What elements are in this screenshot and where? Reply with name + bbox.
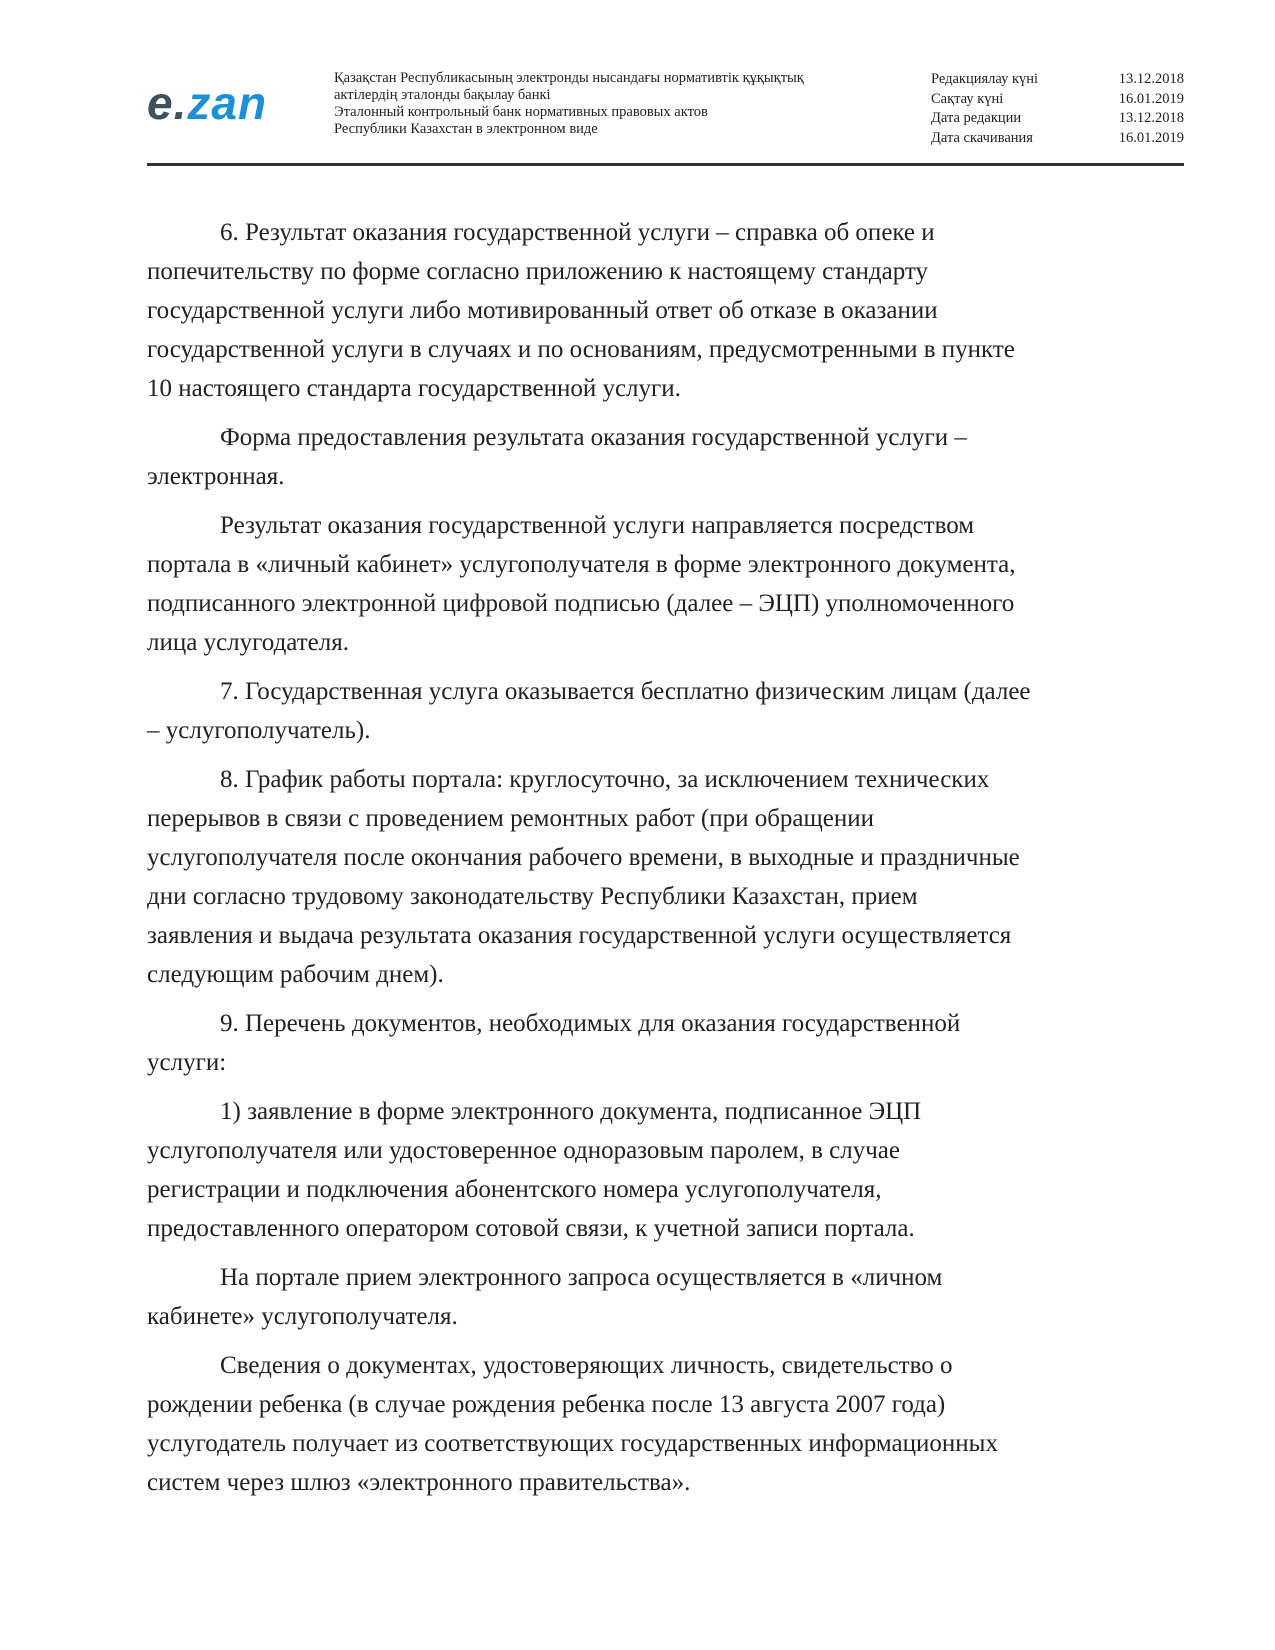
logo-word-zan: zan: [187, 77, 268, 129]
paragraph-line: Сведения о документах, удостоверяющих личность, свидетельство о: [220, 1352, 953, 1379]
paragraph-line: предоставленного оператором сотовой связи, к учетной записи портала.: [147, 1215, 915, 1242]
paragraph-line: услугополучателя после окончания рабочего времени, в выходные и праздничные: [147, 844, 1020, 871]
paragraph: [147, 213, 1184, 408]
meta-value: 16.01.2019: [1118, 129, 1184, 146]
logo-letter-e: e: [147, 77, 174, 129]
paragraph-line: лица услугодателя.: [147, 629, 349, 656]
meta-label: Сақтау күні: [931, 90, 1004, 107]
paragraph-line: государственной услуги либо мотивированный ответ об отказе в оказании: [147, 297, 938, 324]
paragraph-line: Форма предоставления результата оказания государственной услуги –: [220, 424, 967, 451]
paragraph-line: 6. Результат оказания государственной услуги – справка об опеке и: [220, 219, 935, 246]
paragraph-line: следующим рабочим днем).: [147, 961, 444, 988]
meta-row-download-date: [931, 129, 1184, 149]
meta-label: Редакциялау күні: [931, 71, 1039, 87]
header-description-line: актілердің эталонды бақылау банкі: [334, 87, 551, 103]
paragraph-line: портала в «личный кабинет» услугополучателя в форме электронного документа,: [147, 551, 1016, 578]
paragraph-line: 9. Перечень документов, необходимых для оказания государственной: [220, 1010, 961, 1037]
paragraph-line: услугополучателя или удостоверенное одноразовым паролем, в случае: [147, 1137, 901, 1164]
paragraph-line: дни согласно трудовому законодательству Республики Казахстан, прием: [147, 883, 918, 910]
meta-label: Дата редакции: [931, 110, 1022, 126]
paragraph-line: перерывов в связи с проведением ремонтных работ (при обращении: [147, 805, 875, 832]
paragraph: [147, 1346, 1184, 1502]
paragraph-line: заявления и выдача результата оказания государственной услуги осуществляется: [147, 922, 1012, 949]
paragraph: [147, 1258, 1184, 1336]
logo-dot: .: [173, 77, 188, 129]
header-description-line: Республики Казахстан в электронном виде: [334, 121, 598, 137]
paragraph-line: систем через шлюз «электронного правительства».: [147, 1469, 691, 1496]
meta-row-save-date-kz: [931, 90, 1184, 110]
meta-row-edit-date: [931, 109, 1184, 129]
meta-row-edit-date-kz: [931, 70, 1184, 90]
header-description: [334, 70, 894, 138]
paragraph-line: услугодатель получает из соответствующих государственных информационных: [147, 1430, 998, 1457]
paragraph-line: услуги:: [147, 1049, 227, 1076]
paragraph-line: 10 настоящего стандарта государственной услуги.: [147, 375, 681, 402]
paragraph-line: регистрации и подключения абонентского номера услугополучателя,: [147, 1176, 882, 1203]
paragraph: [147, 1092, 1184, 1248]
header-description-line: Эталонный контрольный банк нормативных правовых актов: [334, 104, 708, 120]
paragraph-line: кабинете» услугополучателя.: [147, 1303, 458, 1330]
meta-value: 13.12.2018: [1118, 110, 1184, 126]
paragraph-line: попечительству по форме согласно приложению к настоящему стандарту: [147, 258, 929, 285]
paragraph-line: На портале прием электронного запроса осуществляется в «личном: [220, 1264, 943, 1291]
meta-label: Дата скачивания: [931, 129, 1033, 146]
document-header: [147, 66, 1184, 162]
paragraph-line: 1) заявление в форме электронного документа, подписанное ЭЦП: [220, 1098, 922, 1125]
header-divider: [147, 163, 1184, 166]
paragraph-line: подписанного электронной цифровой подписью (далее – ЭЦП) уполномоченного: [147, 590, 1015, 617]
paragraph: [147, 760, 1184, 994]
paragraph: [147, 506, 1184, 662]
meta-value: 13.12.2018: [1118, 71, 1184, 87]
paragraph-line: рождении ребенка (в случае рождения ребенка после 13 августа 2007 года): [147, 1391, 946, 1418]
ezan-logo[interactable]: [147, 77, 268, 129]
meta-value: 16.01.2019: [1118, 90, 1184, 107]
paragraph-line: 8. График работы портала: круглосуточно, за исключением технических: [220, 766, 990, 793]
paragraph-line: – услугополучатель).: [147, 717, 371, 744]
paragraph-line: Результат оказания государственной услуги направляется посредством: [220, 512, 975, 539]
header-dates: [931, 70, 1184, 148]
document-body: [147, 213, 1184, 1512]
paragraph: [147, 672, 1184, 750]
paragraph-line: государственной услуги в случаях и по основаниям, предусмотренными в пункте: [147, 336, 1015, 363]
header-description-line: Қазақстан Республикасының электронды нысандағы нормативтік құқықтық: [334, 70, 804, 86]
paragraph: [147, 1004, 1184, 1082]
paragraph: [147, 418, 1184, 496]
paragraph-line: электронная.: [147, 463, 285, 490]
paragraph-line: 7. Государственная услуга оказывается бесплатно физическим лицам (далее: [220, 678, 1031, 705]
